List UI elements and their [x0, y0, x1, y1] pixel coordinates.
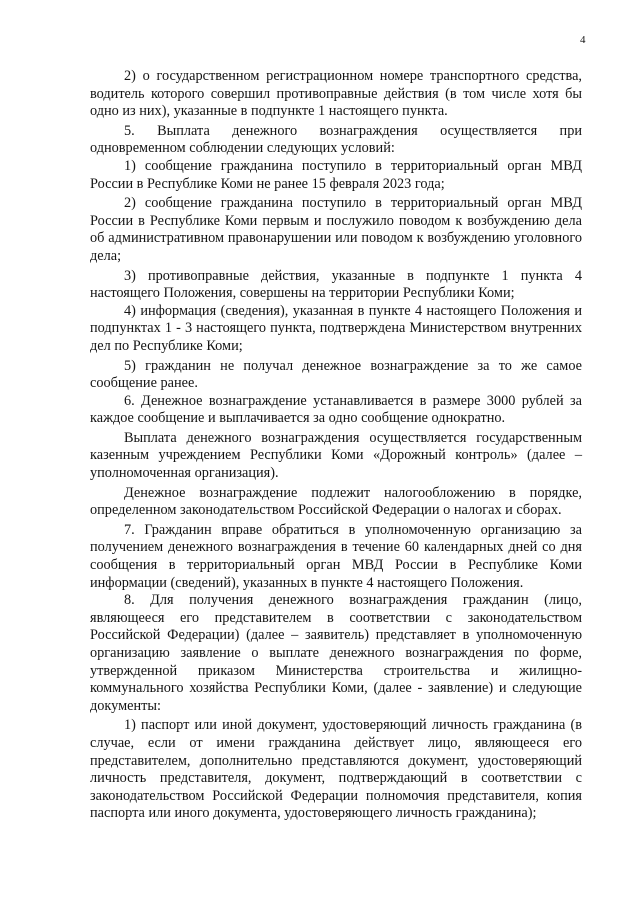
- paragraph-5-2-first-message: 2) сообщение гражданина поступило в территориальный орган МВД России в Республике Коми первым и послужило поводом к возбуждению дела об административном правонарушении или поводом к возбуждению уголовного дела;: [90, 195, 582, 264]
- paragraph-6-reward-amount: 6. Денежное вознаграждение устанавливается в размере 3000 рублей за каждое сообщение и выплачивается за одно сообщение однократно.: [90, 392, 582, 427]
- paragraph-6-payer-organization: Выплата денежного вознаграждения осуществляется государственным казенным учреждением Республики Коми «Дорожный контроль» (далее – уполномоченная организация).: [90, 429, 582, 482]
- paragraph-5-5-not-paid-before: 5) гражданин не получал денежное вознаграждение за то же самое сообщение ранее.: [90, 357, 582, 392]
- paragraph-6-taxation: Денежное вознаграждение подлежит налогообложению в порядке, определенном законодательством Российской Федерации о налогах и сборах.: [90, 484, 582, 519]
- paragraph-8-application-documents: 8. Для получения денежного вознаграждения гражданин (лицо, являющееся его представителем в соответствии с законодательством Российской Федерации) (далее – заявитель) представляет в уполномоченную организацию заявление о выплате денежного вознаграждения по форме, утвержденной приказом Министерства строительства и жилищно-коммунального хозяйства Республики Коми, (далее - заявление) и следующие документы:: [90, 592, 582, 714]
- paragraph-5-4-confirmation: 4) информация (сведения), указанная в пункте 4 настоящего Положения и подпунктах 1 - 3 настоящего пункта, подтверждена Министерством внутренних дел по Республике Коми;: [90, 302, 582, 354]
- paragraph-8-1-passport: 1) паспорт или иной документ, удостоверяющий личность гражданина (в случае, если от имени гражданина действует лицо, являющееся его представителем, дополнительно представляются документ, удостоверяющий личность представителя, документ, подтверждающий в соответствии с законодательством Российской Федерации полномочия представителя, копия паспорта или иного документа, удостоверяющего личность гражданина);: [90, 717, 582, 822]
- paragraph-7-application-deadline: 7. Гражданин вправе обратиться в уполномоченную организацию за получением денежного вознаграждения в течение 60 календарных дней со дня сообщения в территориальный орган МВД России в Республике Коми информации (сведений), указанных в пункте 4 настоящего Положения.: [90, 521, 582, 591]
- paragraph-4-2-vehicle-number: 2) о государственном регистрационном номере транспортного средства, водитель которого совершил противоправные действия (в том числе хотя бы одно из них), указанные в подпункте 1 настоящего пункта.: [90, 68, 582, 120]
- document-body: [90, 68, 582, 823]
- paragraph-5-payment-conditions: 5. Выплата денежного вознаграждения осуществляется при одновременном соблюдении следующих условий:: [90, 122, 582, 157]
- paragraph-5-3-territory: 3) противоправные действия, указанные в подпункте 1 пункта 4 настоящего Положения, совершены на территории Республики Коми;: [90, 267, 582, 302]
- page-number: 4: [580, 34, 586, 46]
- paragraph-5-1-message-date: 1) сообщение гражданина поступило в территориальный орган МВД России в Республике Коми не ранее 15 февраля 2023 года;: [90, 157, 582, 192]
